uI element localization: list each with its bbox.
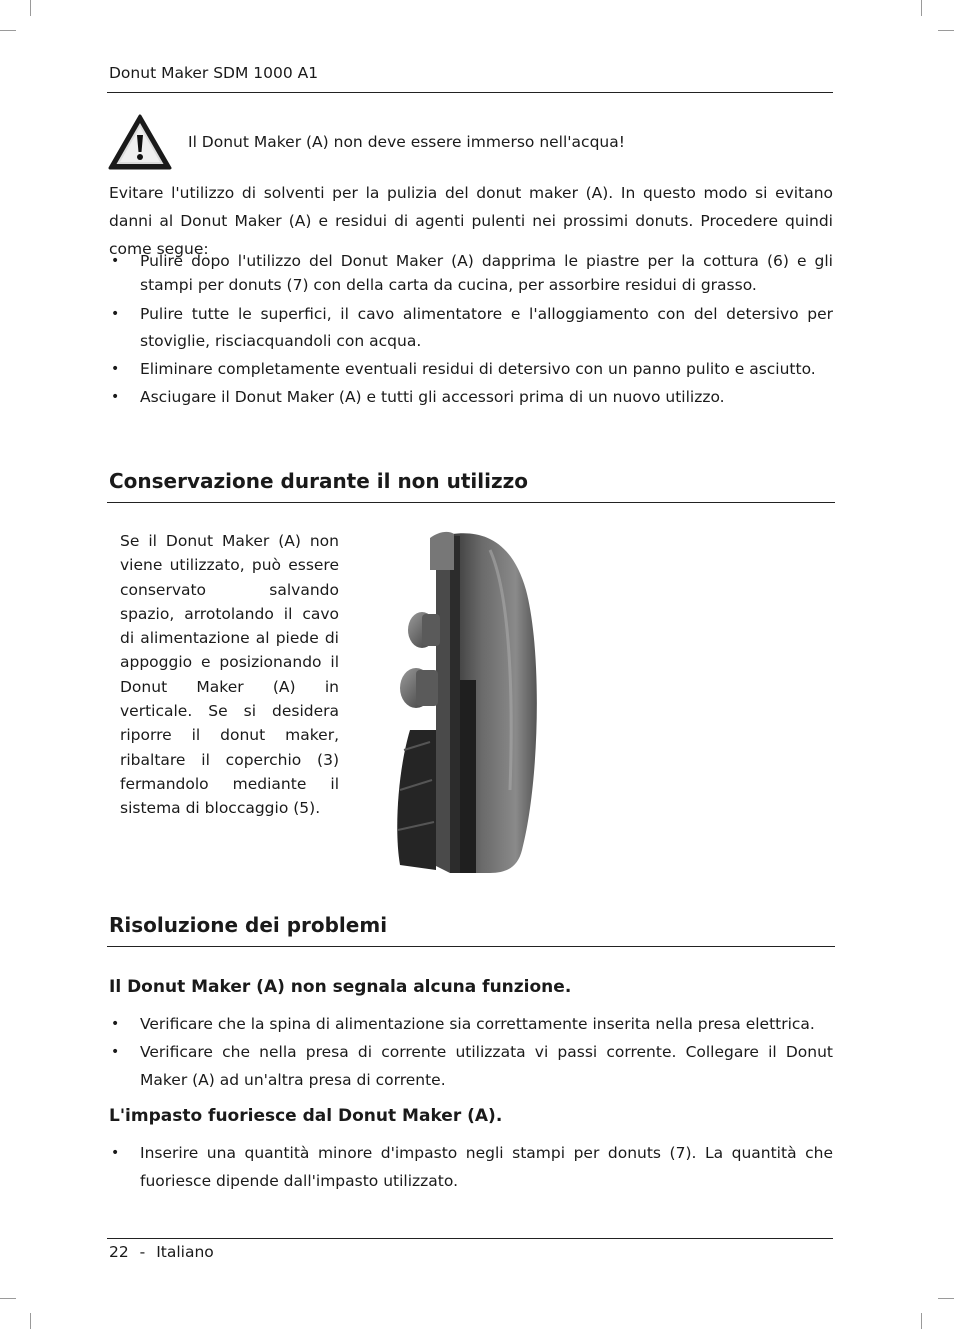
list-item: • Verificare che la spina di alimentazione sia correttamente inserita nella presa elettrica. <box>109 1010 833 1038</box>
crop-mark <box>0 30 16 31</box>
page-footer <box>109 1243 214 1261</box>
problem-1-list <box>109 1010 833 1094</box>
crop-mark <box>921 1313 922 1329</box>
crop-mark <box>30 1313 31 1329</box>
crop-mark <box>938 30 954 31</box>
crop-mark <box>938 1298 954 1299</box>
storage-text: Se il Donut Maker (A) non viene utilizzato, può essere conservato salvando spazio, arrotolando il cavo di alimentazione al piede di appoggio e posizionando il Donut Maker (A) in verticale. Se si desidera riporre il donut maker, ribaltare il coperchio (3) fermandolo mediante il sistema di bloccaggio (5). <box>120 532 339 818</box>
list-item: • Pulire tutte le superfici, il cavo alimentatore e l'alloggiamento con del detersivo per stoviglie, risciacquandoli con acqua. <box>109 301 833 355</box>
header-rule <box>107 92 833 93</box>
running-header: Donut Maker SDM 1000 A1 <box>109 64 319 82</box>
problem-title-1: Il Donut Maker (A) non segnala alcuna funzione. <box>109 977 572 997</box>
footer-language: Italiano <box>156 1243 214 1261</box>
cleaning-intro: Evitare l'utilizzo di solventi per la pulizia del donut maker (A). In questo modo si evitano danni al Donut Maker (A) e residui di agenti pulenti nei prossimi donuts. Procedere quindi come segue: <box>109 184 833 258</box>
problem-title-2: L'impasto fuoriesce dal Donut Maker (A). <box>109 1106 503 1126</box>
section-heading-storage: Conservazione durante il non utilizzo <box>109 469 529 493</box>
list-item: • Verificare che nella presa di corrente utilizzata vi passi corrente. Collegare il Donut Maker (A) ad un'altra presa di corrente. <box>109 1038 833 1094</box>
section-rule <box>107 502 835 503</box>
list-item: • Inserire una quantità minore d'impasto negli stampi per donuts (7). La quantità che fuoriesce dipende dall'impasto utilizzato. <box>109 1139 833 1195</box>
section-rule <box>107 946 835 947</box>
warning-text: Il Donut Maker (A) non deve essere immerso nell'acqua! <box>188 133 625 151</box>
problem-2-list <box>109 1139 833 1195</box>
footer-separator: - <box>139 1243 146 1261</box>
list-item: • Asciugare il Donut Maker (A) e tutti gli accessori prima di un nuovo utilizzo. <box>109 383 833 411</box>
donut-maker-photo <box>390 530 550 876</box>
crop-mark <box>0 1298 16 1299</box>
crop-mark <box>921 0 922 16</box>
section-heading-troubleshooting: Risoluzione dei problemi <box>109 913 388 937</box>
warning-triangle-icon <box>108 114 172 170</box>
list-item: • Pulire dopo l'utilizzo del Donut Maker (A) dapprima le piastre per la cottura (6) e gli stampi per donuts (7) con della carta da cucina, per assorbire residui di grasso. <box>109 249 833 297</box>
cleaning-list <box>109 249 833 411</box>
page-number: 22 <box>109 1243 129 1261</box>
list-item: • Eliminare completamente eventuali residui di detersivo con un panno pulito e asciutto. <box>109 355 833 383</box>
crop-mark <box>30 0 31 16</box>
footer-rule <box>107 1238 833 1239</box>
